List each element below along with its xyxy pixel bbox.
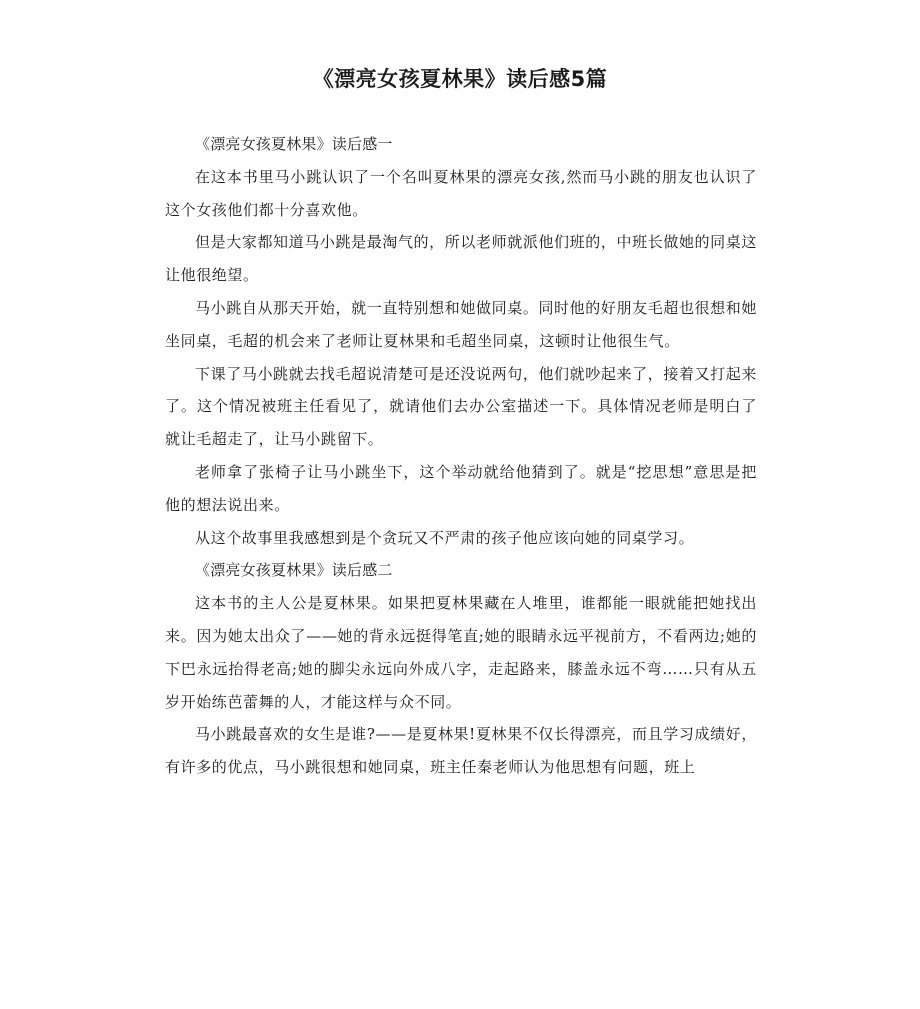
paragraph: 下课了马小跳就去找毛超说清楚可是还没说两句，他们就吵起来了，接着又打起来了。这个情况被班主任看见了，就请他们去办公室描述一下。具体情况老师是明白了就让毛超走了，让马小跳留下。 (165, 364, 757, 449)
paragraph: 马小跳最喜欢的女生是谁?——是夏林果!夏林果不仅长得漂亮，而且学习成绩好，有许多的优点，马小跳很想和她同桌，班主任秦老师认为他思想有问题，班上 (165, 725, 757, 777)
section-heading: 《漂亮女孩夏林果》读后感二 (195, 561, 393, 580)
paragraph: 从这个故事里我感想到是个贪玩又不严肃的孩子他应该向她的同桌学习。 (195, 528, 695, 547)
paragraph: 这本书的主人公是夏林果。如果把夏林果藏在人堆里，谁都能一眼就能把她找出来。因为她太出众了——她的背永远挺得笔直;她的眼睛永远平视前方，不看两边;她的下巴永远抬得老高;她的脚尖永远向外成八字，走起路来，膝盖永远不弯……只有从五岁开始练芭蕾舞的人，才能这样与众不同。 (165, 594, 757, 711)
document-body (165, 128, 757, 784)
paragraph: 老师拿了张椅子让马小跳坐下，这个举动就给他猜到了。就是“挖思想”意思是把他的想法说出来。 (165, 462, 757, 514)
paragraph: 马小跳自从那天开始，就一直特别想和她做同桌。同时他的好朋友毛超也很想和她坐同桌，毛超的机会来了老师让夏林果和毛超坐同桌，这顿时让他很生气。 (165, 298, 757, 350)
paragraph: 在这本书里马小跳认识了一个名叫夏林果的漂亮女孩,然而马小跳的朋友也认识了这个女孩他们都十分喜欢他。 (165, 167, 757, 219)
document-title: 《漂亮女孩夏林果》读后感5篇 (312, 67, 608, 91)
section-heading: 《漂亮女孩夏林果》读后感一 (195, 135, 393, 153)
paragraph: 但是大家都知道马小跳是最淘气的，所以老师就派他们班的，中班长做她的同桌这让他很绝望。 (165, 233, 757, 285)
